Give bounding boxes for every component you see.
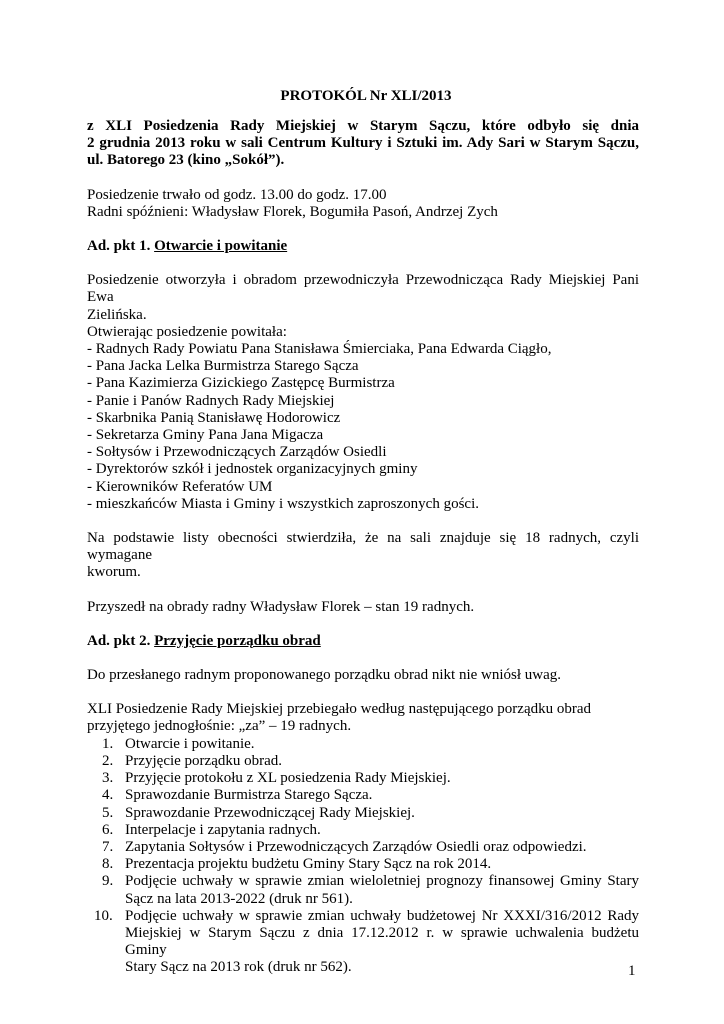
agenda-number: 1. (102, 735, 114, 752)
agenda-text: Sącz na lata 2013-2022 (druk nr 561). (125, 890, 353, 907)
agenda-item (87, 839, 639, 856)
no-remarks-paragraph: Do przesłanego radnym proponowanego porządku obrad nikt nie wniósł uwag. (87, 667, 562, 684)
list-item: - mieszkańców Miasta i Gminy i wszystkich zaproszonych gości. (87, 495, 479, 512)
agenda-text: Interpelacje i zapytania radnych. (125, 821, 321, 838)
agenda-number: 5. (102, 804, 114, 821)
agenda-text: Podjęcie uchwały w sprawie zmian wieloletniej prognozy finansowej Gminy Stary (125, 873, 639, 890)
quorum-paragraph (87, 530, 639, 582)
agenda-number: 4. (102, 787, 114, 804)
agenda-number: 2. (102, 752, 114, 769)
agenda-text: Przyjęcie protokołu z XL posiedzenia Rady Miejskiej. (125, 770, 451, 787)
agenda-text: Otwarcie i powitanie. (125, 735, 255, 752)
section-heading (87, 238, 639, 255)
paragraph-line: Zielińska. (87, 306, 147, 323)
list-item: - Radnych Rady Powiatu Pana Stanisława Śmierciaka, Pana Edwarda Ciągło, (87, 341, 552, 358)
paragraph-line: Na podstawie listy obecności stwierdziła, że na sali znajduje się 18 radnych, czyli wymagane (87, 530, 639, 564)
agenda-text: Przyjęcie porządku obrad. (125, 752, 283, 769)
list-item: - Skarbnika Panią Stanisławę Hodorowicz (87, 409, 341, 426)
list-item: - Pana Jacka Lelka Burmistrza Starego Sącza (87, 358, 359, 375)
greeted-list (87, 341, 639, 513)
document-title: PROTOKÓL Nr XLI/2013 (280, 88, 452, 104)
agenda-text: Podjęcie uchwały w sprawie zmian uchwały budżetowej Nr XXXI/316/2012 Rady (125, 907, 639, 924)
list-item: - Dyrektorów szkół i jednostek organizacyjnych gminy (87, 461, 418, 478)
section-title: Otwarcie i powitanie (154, 238, 288, 255)
agenda-intro (87, 701, 639, 735)
paragraph-line: XLI Posiedzenie Rady Miejskiej przebiegało według następującego porządku obrad (87, 701, 592, 718)
section-prefix: Ad. pkt 1. (87, 238, 151, 255)
agenda-item (87, 753, 639, 770)
subtitle-line: ul. Batorego 23 (kino „Sokół”). (87, 152, 285, 169)
agenda-item (87, 856, 639, 873)
agenda-text: Stary Sącz na 2013 rok (druk nr 562). (125, 959, 352, 976)
list-item: - Panie i Panów Radnych Rady Miejskiej (87, 392, 335, 409)
agenda-item (87, 873, 639, 907)
agenda-text: Zapytania Sołtysów i Przewodniczących Zarządów Osiedli oraz odpowiedzi. (125, 838, 587, 855)
section-prefix: Ad. pkt 2. (87, 632, 151, 649)
agenda-item (87, 805, 639, 822)
agenda-number: 6. (102, 821, 114, 838)
paragraph-line: Posiedzenie otworzyła i obradom przewodniczyła Przewodnicząca Rady Miejskiej Pani Ewa (87, 272, 639, 306)
list-item: - Kierowników Referatów UM (87, 478, 273, 495)
session-time: Posiedzenie trwało od godz. 13.00 do godz. 17.00 (87, 186, 387, 203)
arrival-note: Przyszedł na obrady radny Władysław Florek – stan 19 radnych. (87, 598, 475, 615)
agenda-text: Miejskiej w Starym Sączu z dnia 17.12.2012 r. w sprawie uchwalenia budżetu Gminy (125, 924, 639, 959)
section-heading (87, 633, 639, 650)
list-item: - Pana Kazimierza Gizickiego Zastępcę Burmistrza (87, 375, 395, 392)
agenda-number: 9. (102, 873, 114, 890)
agenda-list (87, 736, 639, 977)
list-item: - Sołtysów i Przewodniczących Zarządów Osiedli (87, 444, 387, 461)
agenda-item (87, 822, 639, 839)
agenda-text: Sprawozdanie Burmistrza Starego Sącza. (125, 787, 373, 804)
section-title: Przyjęcie porządku obrad (154, 632, 321, 649)
greeting-intro: Otwierając posiedzenie powitała: (87, 323, 287, 340)
page-number: 1 (628, 963, 636, 979)
document-body (87, 118, 639, 977)
agenda-text: Sprawozdanie Przewodniczącej Rady Miejskiej. (125, 804, 415, 821)
agenda-number: 7. (102, 838, 114, 855)
subtitle-line: 2 grudnia 2013 roku w sali Centrum Kultury i Sztuki im. Ady Sari w Starym Sączu, (87, 135, 639, 152)
agenda-text: Prezentacja projektu budżetu Gminy Stary Sącz na rok 2014. (125, 856, 492, 873)
list-item: - Sekretarza Gminy Pana Jana Migacza (87, 427, 324, 444)
agenda-number: 8. (102, 856, 114, 873)
paragraph-line: przyjętego jednogłośnie: „za” – 19 radnych. (87, 718, 352, 735)
agenda-item (87, 908, 639, 977)
document-subtitle (87, 118, 639, 170)
opening-paragraph (87, 272, 639, 324)
agenda-item (87, 736, 639, 753)
late-councillors: Radni spóźnieni: Władysław Florek, Bogumiła Pasoń, Andrzej Zych (87, 203, 498, 220)
agenda-number: 3. (102, 770, 114, 787)
agenda-number: 10. (94, 907, 113, 924)
paragraph-line: kworum. (87, 564, 141, 581)
subtitle-line: z XLI Posiedzenia Rady Miejskiej w Starym Sączu, które odbyło się dnia (87, 118, 639, 134)
agenda-item (87, 787, 639, 804)
agenda-item (87, 770, 639, 787)
